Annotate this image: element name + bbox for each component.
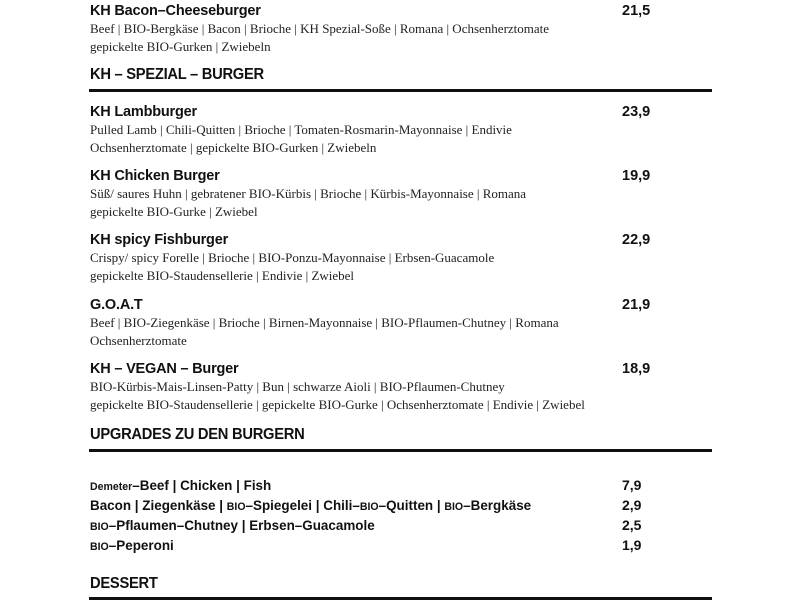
item-description: Ochsenherztomate [90, 333, 187, 348]
item-price: 21,9 [622, 297, 651, 313]
item-description: Beef | BIO-Bergkäse | Bacon | Brioche | KH Spezial-Soße | Romana | Ochsenherztomate [90, 21, 550, 36]
menu-item [90, 2, 710, 56]
item-description: Pulled Lamb | Chili-Quitten | Brioche | Tomaten-Rosmarin-Mayonnaise | Endivie [90, 122, 512, 137]
menu-item [90, 167, 710, 221]
item-price: 19,9 [622, 168, 651, 184]
item-description: BIO-Kürbis-Mais-Linsen-Patty | Bun | schwarze Aioli | BIO-Pflaumen-Chutney [90, 379, 505, 394]
item-name: KH Lambburger [90, 104, 197, 120]
menu-item [90, 103, 710, 157]
item-price: 23,9 [622, 104, 651, 120]
upgrade-row: BIO–Peperoni [90, 537, 174, 553]
section-title-upgrades: UPGRADES ZU DEN BURGERN [90, 426, 305, 443]
item-price: 21,5 [622, 3, 651, 19]
upgrade-row: Bacon | Ziegenkäse | BIO–Spiegelei | Chili–BIO–Quitten | BIO–Bergkäse [90, 497, 532, 513]
item-description: Ochsenherztomate | gepickelte BIO-Gurken | Zwiebeln [90, 140, 377, 155]
menu-item [90, 360, 710, 414]
item-name: G.O.A.T [90, 297, 143, 313]
upgrade-row: Demeter–Beef | Chicken | Fish [90, 477, 272, 493]
item-description: Süß/ saures Huhn | gebratener BIO-Kürbis | Brioche | Kürbis-Mayonnaise | Romana [90, 186, 527, 201]
section-divider [89, 449, 712, 452]
section-title-spezial: KH – SPEZIAL – BURGER [90, 66, 264, 83]
item-description: Beef | BIO-Ziegenkäse | Brioche | Birnen-Mayonnaise | BIO-Pflaumen-Chutney | Romana [90, 315, 559, 330]
upgrade-price: 7,9 [622, 477, 642, 493]
menu-item [90, 231, 710, 285]
upgrade-price: 2,9 [622, 497, 642, 513]
upgrade-price: 2,5 [622, 517, 642, 533]
item-name: KH Chicken Burger [90, 168, 220, 184]
section-divider [89, 89, 712, 92]
upgrade-price: 1,9 [622, 537, 642, 553]
item-description: gepickelte BIO-Staudensellerie | Endivie | Zwiebel [90, 268, 355, 283]
upgrade-row: BIO–Pflaumen–Chutney | Erbsen–Guacamole [90, 517, 375, 533]
menu-item [90, 296, 710, 350]
item-name: KH spicy Fishburger [90, 232, 229, 248]
section-title-dessert: DESSERT [90, 575, 158, 592]
item-description: gepickelte BIO-Gurken | Zwiebeln [90, 39, 271, 54]
item-name: KH – VEGAN – Burger [90, 361, 239, 377]
item-description: gepickelte BIO-Gurke | Zwiebel [90, 204, 258, 219]
item-price: 18,9 [622, 361, 651, 377]
item-description: Crispy/ spicy Forelle | Brioche | BIO-Ponzu-Mayonnaise | Erbsen-Guacamole [90, 250, 495, 265]
item-price: 22,9 [622, 232, 651, 248]
item-name: KH Bacon–Cheeseburger [90, 3, 261, 19]
item-description: gepickelte BIO-Staudensellerie | gepickelte BIO-Gurke | Ochsenherztomate | Endivie | Zwiebel [90, 397, 585, 412]
